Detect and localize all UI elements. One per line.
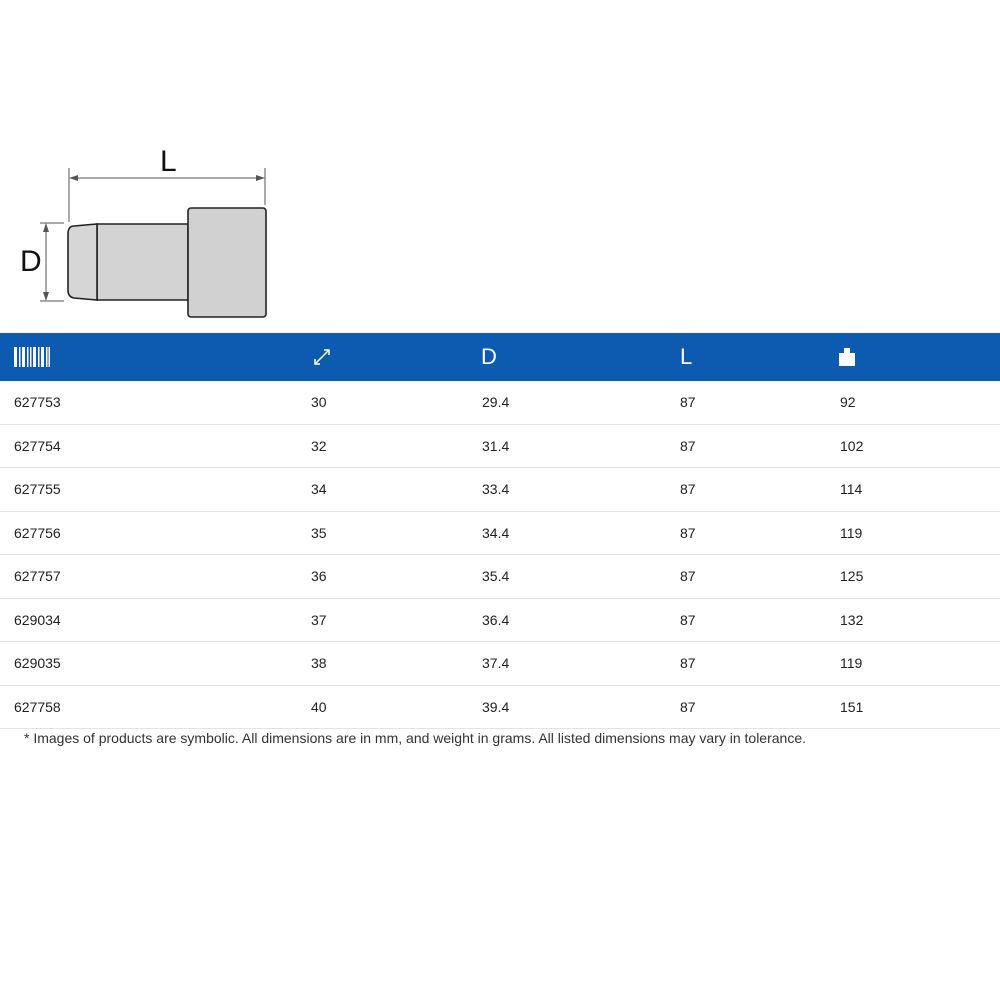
length-value: 87 (680, 394, 696, 410)
weight-icon (839, 333, 855, 381)
barcode-icon (14, 333, 50, 381)
table-row (0, 512, 1000, 556)
weight-value: 132 (840, 611, 864, 628)
length-value: 87 (680, 611, 696, 628)
size-value: 37 (311, 611, 327, 628)
weight-value: 125 (840, 568, 864, 584)
product-table (0, 381, 1000, 729)
table-row (0, 642, 1000, 686)
article-number: 627756 (14, 524, 61, 541)
size-value: 38 (311, 655, 327, 671)
wrench-size-icon (313, 333, 331, 381)
article-number: 629034 (14, 611, 61, 628)
article-number: 627753 (14, 394, 61, 410)
size-value: 32 (311, 437, 327, 454)
weight-value: 119 (840, 655, 863, 671)
size-value: 34 (311, 481, 327, 497)
diameter-icon: D (481, 344, 497, 369)
table-row (0, 555, 1000, 599)
diameter-value: 33.4 (482, 481, 510, 497)
table-header (0, 333, 1000, 381)
diameter-value: 29.4 (482, 394, 510, 410)
product-drawing (0, 130, 300, 330)
table-row (0, 425, 1000, 469)
weight-value: 102 (840, 437, 864, 454)
length-value: 87 (680, 655, 696, 671)
footnote: * Images of products are symbolic. All dimensions are in mm, and weight in grams. All listed dimensions may vary in tolerance. (24, 730, 807, 746)
length-value: 87 (680, 437, 696, 454)
size-value: 36 (311, 568, 327, 584)
article-number: 627755 (14, 481, 61, 497)
weight-value: 151 (840, 698, 864, 715)
weight-value: 92 (840, 394, 856, 410)
size-value: 35 (311, 524, 327, 541)
diameter-value: 37.4 (482, 655, 510, 671)
length-icon: L (680, 344, 693, 369)
weight-value: 114 (840, 481, 863, 497)
weight-value: 119 (840, 524, 863, 541)
diameter-value: 31.4 (482, 437, 510, 454)
length-value: 87 (680, 698, 696, 715)
table-row (0, 599, 1000, 643)
table-row (0, 686, 1000, 730)
size-value: 40 (311, 698, 327, 715)
table-row (0, 468, 1000, 512)
diameter-dimension-label: D (20, 245, 42, 278)
length-value: 87 (680, 568, 696, 584)
article-number: 627758 (14, 698, 61, 715)
length-dimension-label: L (160, 145, 177, 178)
length-value: 87 (680, 524, 696, 541)
size-value: 30 (311, 394, 327, 410)
diameter-value: 34.4 (482, 524, 510, 541)
length-value: 87 (680, 481, 696, 497)
diameter-value: 39.4 (482, 698, 510, 715)
article-number: 627754 (14, 437, 61, 454)
diameter-value: 35.4 (482, 568, 510, 584)
table-row (0, 381, 1000, 425)
article-number: 629035 (14, 655, 61, 671)
article-number: 627757 (14, 568, 61, 584)
diameter-value: 36.4 (482, 611, 510, 628)
